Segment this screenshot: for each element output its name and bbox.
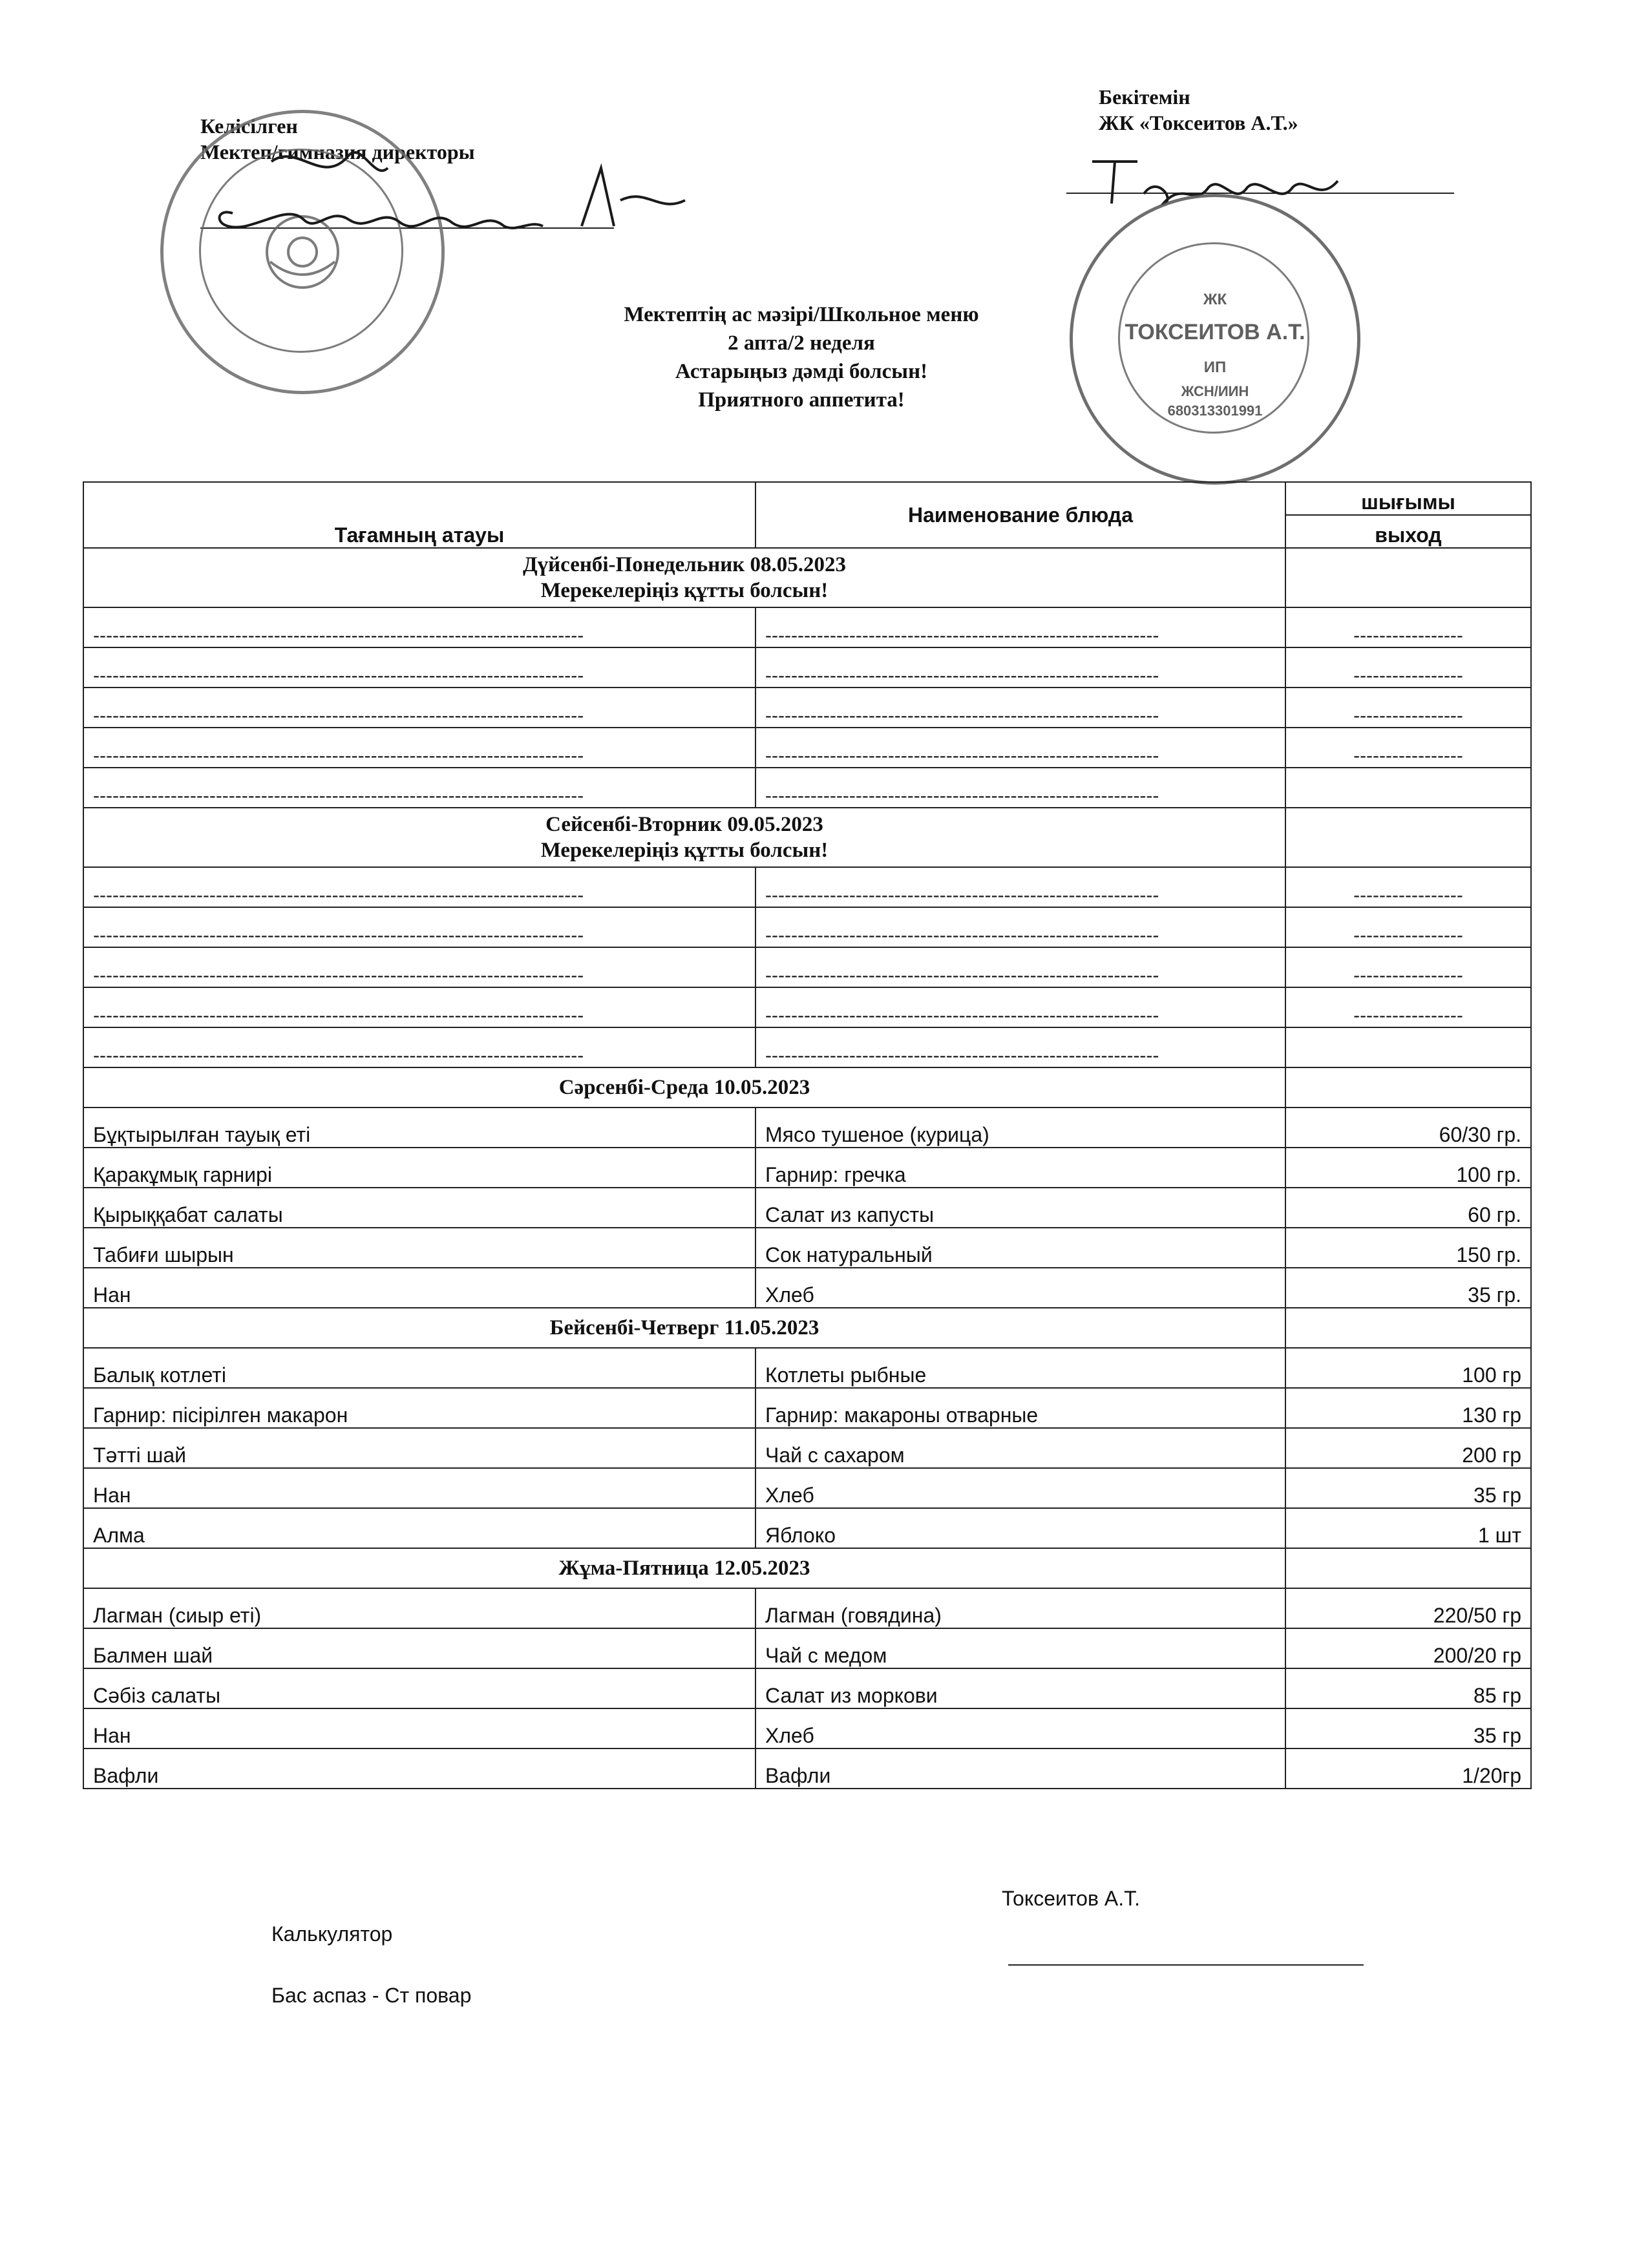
day-tuesday bbox=[83, 808, 1285, 867]
menu-table bbox=[83, 481, 1532, 1789]
table-row: ---------------------------------------------------------------------------- ------------------------------------------------------------- ----------------- bbox=[83, 728, 1531, 768]
table-row: ---------------------------------------------------------------------------- ------------------------------------------------------------- ----------------- bbox=[83, 647, 1531, 688]
day-tuesday-title: Сейсенбі-Вторник 09.05.2023 bbox=[545, 813, 823, 836]
day-thursday-title: Бейсенбі-Четверг 11.05.2023 bbox=[83, 1308, 1285, 1348]
table-row: ---------------------------------------------------------------------------- ------------------------------------------------------------- bbox=[83, 768, 1531, 808]
table-row: ---------------------------------------------------------------------------- ------------------------------------------------------------- bbox=[83, 1027, 1531, 1067]
table-row: ---------------------------------------------------------------------------- ------------------------------------------------------------- ----------------- bbox=[83, 907, 1531, 947]
footer-chef-label: Бас аспаз - Ст повар bbox=[271, 1984, 472, 2007]
table-row: Балмен шай Чай с медом 200/20 гр bbox=[83, 1628, 1531, 1668]
approval-right bbox=[1099, 84, 1298, 136]
day-monday bbox=[83, 548, 1285, 607]
col-header-yield-ru: выход bbox=[1285, 515, 1531, 548]
day-tuesday-subtitle: Мерекелеріңіз құтты болсын! bbox=[540, 839, 829, 862]
table-row: Балық котлеті Котлеты рыбные 100 гр bbox=[83, 1348, 1531, 1388]
title-line-1: Мектептің ас мәзірі/Школьное меню bbox=[624, 303, 979, 326]
stamp-name: ТОКСЕИТОВ А.Т. bbox=[1125, 320, 1305, 344]
table-row: ---------------------------------------------------------------------------- ------------------------------------------------------------- ----------------- bbox=[83, 987, 1531, 1027]
stamp-bottom: ИП bbox=[1203, 359, 1227, 376]
table-row: Тәтті шай Чай с сахаром 200 гр bbox=[83, 1428, 1531, 1468]
approval-right-label: Бекітемін bbox=[1099, 85, 1190, 109]
director-signature bbox=[194, 129, 711, 258]
approval-right-company: ЖК «Токсеитов А.Т.» bbox=[1099, 111, 1298, 134]
table-row: ---------------------------------------------------------------------------- ------------------------------------------------------------- ----------------- bbox=[83, 947, 1531, 987]
day-friday-title: Жұма-Пятница 12.05.2023 bbox=[83, 1548, 1285, 1588]
stamp-id-number: 680313301991 bbox=[1167, 403, 1263, 419]
stamp-id-label: ЖСН/ИИН bbox=[1181, 383, 1249, 399]
table-row: ---------------------------------------------------------------------------- ------------------------------------------------------------- ----------------- bbox=[83, 688, 1531, 728]
table-row: Вафли Вафли 1/20гр bbox=[83, 1748, 1531, 1789]
col-header-yield-kz: шығымы bbox=[1285, 482, 1531, 515]
table-row: Сәбіз салаты Салат из моркови 85 гр bbox=[83, 1668, 1531, 1708]
col-header-kz: Тағамның атауы bbox=[83, 482, 755, 548]
table-row: Гарнир: пісірілген макарон Гарнир: макароны отварные 130 гр bbox=[83, 1388, 1531, 1428]
table-row: Алма Яблоко 1 шт bbox=[83, 1508, 1531, 1548]
approval-left-position: Мектеп/гимназия директоры bbox=[200, 140, 475, 163]
table-row: Лагман (сиыр еті) Лагман (говядина) 220/50 гр bbox=[83, 1588, 1531, 1628]
menu-title bbox=[0, 300, 1603, 414]
table-row: Нан Хлеб 35 гр bbox=[83, 1468, 1531, 1508]
title-line-2: 2 апта/2 неделя bbox=[728, 331, 875, 355]
table-row: ---------------------------------------------------------------------------- ------------------------------------------------------------- ----------------- bbox=[83, 867, 1531, 907]
footer-signer-name: Токсеитов А.Т. bbox=[1002, 1887, 1140, 1910]
table-row: Нан Хлеб 35 гр bbox=[83, 1708, 1531, 1748]
footer-signature-line bbox=[1008, 1964, 1364, 1966]
day-monday-title: Дүйсенбі-Понедельник 08.05.2023 bbox=[522, 553, 847, 576]
table-row: Нан Хлеб 35 гр. bbox=[83, 1268, 1531, 1308]
title-line-4: Приятного аппетита! bbox=[698, 388, 905, 412]
day-wednesday-title: Сәрсенбі-Среда 10.05.2023 bbox=[83, 1067, 1285, 1108]
table-row: Қырыққабат салаты Салат из капусты 60 гр. bbox=[83, 1188, 1531, 1228]
col-header-ru: Наименование блюда bbox=[755, 482, 1285, 548]
table-row: Бұқтырылған тауық еті Мясо тушеное (курица) 60/30 гр. bbox=[83, 1108, 1531, 1148]
table-row: Табиғи шырын Сок натуральный 150 гр. bbox=[83, 1228, 1531, 1268]
approval-left-label: Келісілген bbox=[200, 114, 298, 138]
stamp-top: ЖК bbox=[1203, 291, 1227, 308]
table-row: ---------------------------------------------------------------------------- ------------------------------------------------------------- ----------------- bbox=[83, 607, 1531, 647]
day-monday-subtitle: Мерекелеріңіз құтты болсын! bbox=[540, 579, 829, 602]
title-line-3: Астарыңыз дәмді болсын! bbox=[675, 360, 928, 383]
table-row: Қаракұмық гарнирі Гарнир: гречка 100 гр. bbox=[83, 1148, 1531, 1188]
footer-calculator-label: Калькулятор bbox=[271, 1922, 393, 1946]
